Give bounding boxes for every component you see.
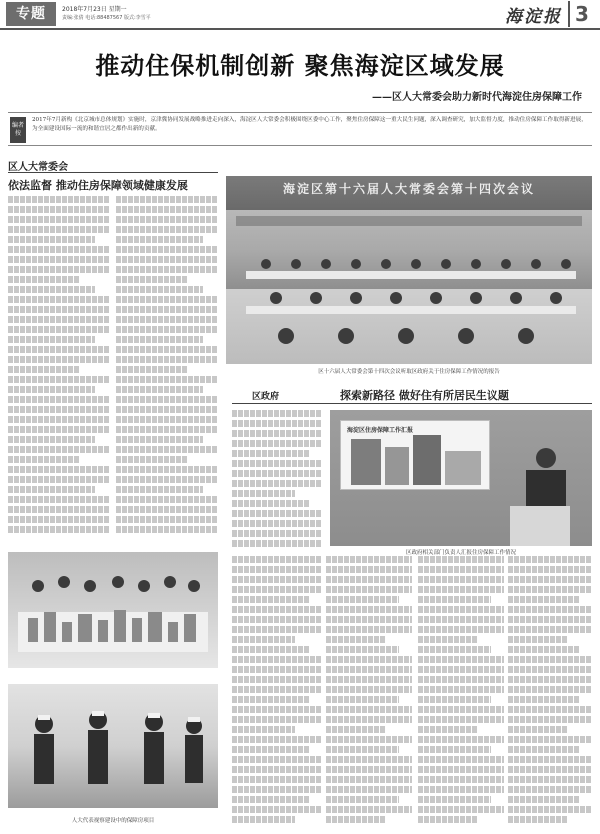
body-text-line bbox=[116, 266, 218, 273]
section-tag: 专题 bbox=[6, 2, 56, 26]
right-article-body-col1 bbox=[232, 410, 322, 550]
body-text-line bbox=[8, 326, 110, 333]
body-text-line bbox=[8, 426, 110, 433]
body-text-line bbox=[8, 206, 110, 213]
body-text-line bbox=[326, 756, 412, 763]
body-text-line bbox=[116, 466, 218, 473]
body-text-line bbox=[8, 416, 110, 423]
right-article-title: 探索新路径 做好住有所居民生议题 bbox=[340, 389, 509, 402]
body-text-line bbox=[232, 686, 322, 693]
body-text-line bbox=[232, 636, 295, 643]
body-text-line bbox=[8, 386, 95, 393]
left-divider bbox=[8, 172, 218, 173]
page-subheadline: ——区人大常委会助力新时代海淀住房保障工作 bbox=[372, 92, 582, 103]
body-text-line bbox=[8, 316, 110, 323]
body-text-line bbox=[232, 540, 322, 547]
body-text-line bbox=[8, 496, 110, 503]
body-text-line bbox=[116, 346, 218, 353]
body-text-line bbox=[116, 486, 203, 493]
body-text-line bbox=[232, 566, 322, 573]
body-text-line bbox=[326, 636, 386, 643]
body-text-line bbox=[8, 296, 110, 303]
body-text-line bbox=[232, 786, 322, 793]
body-text-line bbox=[326, 686, 412, 693]
body-text-line bbox=[8, 396, 110, 403]
body-text-line bbox=[418, 616, 504, 623]
body-text-line bbox=[418, 786, 504, 793]
body-text-line bbox=[232, 420, 322, 427]
body-text-line bbox=[232, 816, 295, 823]
right-article-body-col3 bbox=[326, 556, 412, 826]
body-text-line bbox=[508, 626, 592, 633]
body-text-line bbox=[8, 446, 110, 453]
body-text-line bbox=[326, 656, 412, 663]
body-text-line bbox=[418, 566, 504, 573]
body-text-line bbox=[116, 416, 218, 423]
body-text-line bbox=[232, 410, 322, 417]
body-text-line bbox=[232, 726, 295, 733]
body-text-line bbox=[326, 556, 412, 563]
body-text-line bbox=[508, 786, 592, 793]
body-text-line bbox=[418, 636, 478, 643]
body-text-line bbox=[232, 776, 322, 783]
body-text-line bbox=[116, 296, 218, 303]
right-article-body-col5 bbox=[508, 556, 592, 826]
body-text-line bbox=[508, 806, 592, 813]
body-text-line bbox=[8, 266, 110, 273]
site-visit-photo bbox=[8, 684, 218, 808]
meeting-banner-caption: 区十六届人大常委会第十四次会议听取区政府关于住房保障工作情况的报告 bbox=[318, 369, 500, 375]
body-text-line bbox=[232, 596, 309, 603]
body-text-line bbox=[116, 256, 218, 263]
body-text-line bbox=[232, 556, 322, 563]
body-text-line bbox=[232, 646, 309, 653]
body-text-line bbox=[508, 616, 592, 623]
body-text-line bbox=[116, 306, 218, 313]
body-text-line bbox=[232, 736, 322, 743]
body-text-line bbox=[116, 506, 218, 513]
body-text-line bbox=[326, 596, 399, 603]
body-text-line bbox=[116, 406, 218, 413]
body-text-line bbox=[508, 646, 579, 653]
meeting-banner-photo bbox=[226, 176, 592, 364]
body-text-line bbox=[232, 716, 322, 723]
body-text-line bbox=[326, 586, 412, 593]
body-text-line bbox=[418, 706, 504, 713]
body-text-line bbox=[418, 746, 491, 753]
body-text-line bbox=[508, 666, 592, 673]
body-text-line bbox=[418, 716, 504, 723]
body-text-line bbox=[326, 746, 399, 753]
body-text-line bbox=[326, 806, 412, 813]
body-text-line bbox=[116, 246, 218, 253]
body-text-line bbox=[116, 286, 203, 293]
body-text-line bbox=[418, 596, 491, 603]
newspaper-logo: 海淀报 bbox=[505, 7, 562, 27]
body-text-line bbox=[418, 606, 504, 613]
right-article-body-col2 bbox=[232, 556, 322, 826]
body-text-line bbox=[508, 776, 592, 783]
editor-note-text: 2017年7月新构《北京城市总体规划》实施时，京津冀协同发展战略推进走向深入，海淀区人大常委会积极围绕区委中心工作，聚焦住房保障这一重大民生问题，深入调查研究，加大监督力度，推动住房保障工作取得新进展，为全面建设国际一流的和谐宜居之都作出新的贡献。 bbox=[32, 117, 587, 132]
body-text-line bbox=[8, 456, 79, 463]
page-number: 3 bbox=[568, 1, 594, 27]
site-visit-illustration bbox=[8, 684, 218, 808]
body-text-line bbox=[326, 706, 412, 713]
body-text-line bbox=[8, 306, 110, 313]
body-text-line bbox=[8, 466, 110, 473]
body-text-line bbox=[508, 726, 567, 733]
body-text-line bbox=[116, 226, 218, 233]
body-text-line bbox=[418, 676, 504, 683]
body-text-line bbox=[418, 756, 504, 763]
body-text-line bbox=[508, 596, 579, 603]
body-text-line bbox=[116, 456, 187, 463]
body-text-line bbox=[116, 516, 218, 523]
page-headline: 推动住保机制创新 聚焦海淀区域发展 bbox=[95, 52, 505, 80]
body-text-line bbox=[232, 480, 322, 487]
body-text-line bbox=[418, 806, 504, 813]
body-text-line bbox=[8, 276, 79, 283]
body-text-line bbox=[508, 636, 567, 643]
editor-note-label: 编者按 bbox=[10, 117, 26, 143]
body-text-line bbox=[8, 406, 110, 413]
body-text-line bbox=[8, 226, 110, 233]
body-text-line bbox=[418, 736, 504, 743]
exhibition-photo bbox=[8, 552, 218, 668]
body-text-line bbox=[326, 766, 412, 773]
site-visit-caption: 人大代表视察建设中的保障房项目 bbox=[71, 818, 155, 824]
body-text-line bbox=[508, 656, 592, 663]
body-text-line bbox=[116, 356, 218, 363]
body-text-line bbox=[8, 246, 110, 253]
body-text-line bbox=[326, 646, 399, 653]
body-text-line bbox=[8, 526, 110, 533]
body-text-line bbox=[232, 430, 322, 437]
body-text-line bbox=[418, 656, 504, 663]
body-text-line bbox=[418, 646, 491, 653]
body-text-line bbox=[232, 766, 322, 773]
body-text-line bbox=[116, 316, 218, 323]
body-text-line bbox=[116, 236, 203, 243]
body-text-line bbox=[418, 626, 504, 633]
body-text-line bbox=[232, 806, 322, 813]
body-text-line bbox=[508, 556, 592, 563]
body-text-line bbox=[232, 796, 309, 803]
body-text-line bbox=[508, 576, 592, 583]
body-text-line bbox=[508, 766, 592, 773]
body-text-line bbox=[326, 726, 386, 733]
body-text-line bbox=[508, 606, 592, 613]
body-text-line bbox=[508, 736, 592, 743]
body-text-line bbox=[232, 576, 322, 583]
body-text-line bbox=[232, 656, 322, 663]
body-text-line bbox=[116, 396, 218, 403]
body-text-line bbox=[116, 336, 203, 343]
body-text-line bbox=[232, 470, 322, 477]
presentation-slide-title: 海淀区住房保障工作汇报 bbox=[347, 427, 414, 434]
body-text-line bbox=[232, 676, 322, 683]
presentation-caption: 区政府相关部门负责人汇报住房保障工作情况 bbox=[405, 550, 516, 556]
body-text-line bbox=[232, 520, 322, 527]
body-text-line bbox=[326, 626, 412, 633]
body-text-line bbox=[326, 776, 412, 783]
body-text-line bbox=[508, 676, 592, 683]
body-text-line bbox=[116, 526, 218, 533]
body-text-line bbox=[232, 626, 322, 633]
body-text-line bbox=[232, 616, 322, 623]
body-text-line bbox=[232, 530, 322, 537]
body-text-line bbox=[508, 686, 592, 693]
body-text-line bbox=[326, 606, 412, 613]
body-text-line bbox=[418, 816, 478, 823]
body-text-line bbox=[326, 736, 412, 743]
body-text-line bbox=[326, 786, 412, 793]
body-text-line bbox=[232, 500, 309, 507]
body-text-line bbox=[326, 816, 386, 823]
body-text-line bbox=[326, 616, 412, 623]
left-article-body-col2 bbox=[116, 196, 218, 544]
body-text-line bbox=[232, 606, 322, 613]
body-text-line bbox=[326, 666, 412, 673]
body-text-line bbox=[326, 696, 399, 703]
left-article-title: 依法监督 推动住房保障领域健康发展 bbox=[8, 179, 188, 192]
body-text-line bbox=[508, 566, 592, 573]
body-text-line bbox=[326, 716, 412, 723]
body-text-line bbox=[326, 566, 412, 573]
body-text-line bbox=[232, 440, 322, 447]
body-text-line bbox=[8, 336, 95, 343]
body-text-line bbox=[418, 796, 491, 803]
body-text-line bbox=[116, 446, 218, 453]
body-text-line bbox=[116, 476, 218, 483]
body-text-line bbox=[8, 196, 110, 203]
body-text-line bbox=[8, 236, 95, 243]
body-text-line bbox=[508, 746, 579, 753]
left-article-body-col1 bbox=[8, 196, 110, 544]
body-text-line bbox=[8, 356, 110, 363]
body-text-line bbox=[8, 286, 95, 293]
body-text-line bbox=[8, 216, 110, 223]
exhibition-illustration bbox=[8, 552, 218, 668]
body-text-line bbox=[508, 696, 579, 703]
presentation-photo bbox=[330, 410, 592, 546]
body-text-line bbox=[116, 436, 203, 443]
body-text-line bbox=[8, 506, 110, 513]
meeting-banner-sign: 海淀区第十六届人大常委会第十四次会议 bbox=[282, 182, 535, 196]
body-text-line bbox=[508, 756, 592, 763]
body-text-line bbox=[508, 716, 592, 723]
body-text-line bbox=[508, 706, 592, 713]
body-text-line bbox=[8, 516, 110, 523]
body-text-line bbox=[232, 490, 295, 497]
body-text-line bbox=[232, 756, 322, 763]
body-text-line bbox=[232, 450, 309, 457]
body-text-line bbox=[326, 676, 412, 683]
body-text-line bbox=[508, 816, 567, 823]
body-text-line bbox=[8, 256, 110, 263]
body-text-line bbox=[8, 346, 110, 353]
body-text-line bbox=[116, 496, 218, 503]
right-article-body-col4 bbox=[418, 556, 504, 826]
body-text-line bbox=[418, 726, 478, 733]
body-text-line bbox=[232, 510, 322, 517]
right-section-title: 区政府 bbox=[252, 392, 280, 402]
body-text-line bbox=[418, 666, 504, 673]
body-text-line bbox=[418, 586, 504, 593]
body-text-line bbox=[116, 276, 187, 283]
body-text-line bbox=[418, 686, 504, 693]
body-text-line bbox=[418, 776, 504, 783]
body-text-line bbox=[116, 326, 218, 333]
left-section-title: 区人大常委会 bbox=[8, 162, 68, 173]
body-text-line bbox=[326, 796, 399, 803]
body-text-line bbox=[116, 216, 218, 223]
body-text-line bbox=[508, 586, 592, 593]
body-text-line bbox=[418, 766, 504, 773]
body-text-line bbox=[116, 366, 187, 373]
body-text-line bbox=[232, 586, 322, 593]
editor-credits: 责编:张倩 电话:88487567 版式:李雪平 bbox=[62, 15, 151, 21]
presenter-illustration bbox=[330, 410, 592, 546]
body-text-line bbox=[232, 696, 309, 703]
body-text-line bbox=[232, 666, 322, 673]
body-text-line bbox=[8, 436, 95, 443]
masthead bbox=[0, 0, 600, 30]
right-divider bbox=[232, 403, 592, 404]
body-text-line bbox=[232, 746, 309, 753]
body-text-line bbox=[232, 706, 322, 713]
body-text-line bbox=[116, 386, 203, 393]
body-text-line bbox=[418, 696, 491, 703]
issue-date: 2018年7月23日 星期一 bbox=[62, 6, 127, 13]
body-text-line bbox=[116, 376, 218, 383]
body-text-line bbox=[418, 556, 504, 563]
body-text-line bbox=[8, 376, 110, 383]
body-text-line bbox=[326, 576, 412, 583]
body-text-line bbox=[116, 426, 218, 433]
body-text-line bbox=[116, 206, 218, 213]
body-text-line bbox=[418, 576, 504, 583]
body-text-line bbox=[8, 486, 95, 493]
meeting-room-illustration bbox=[226, 176, 592, 364]
body-text-line bbox=[8, 476, 110, 483]
body-text-line bbox=[116, 196, 218, 203]
body-text-line bbox=[232, 460, 322, 467]
body-text-line bbox=[8, 366, 79, 373]
editor-note bbox=[8, 112, 592, 146]
body-text-line bbox=[508, 796, 579, 803]
